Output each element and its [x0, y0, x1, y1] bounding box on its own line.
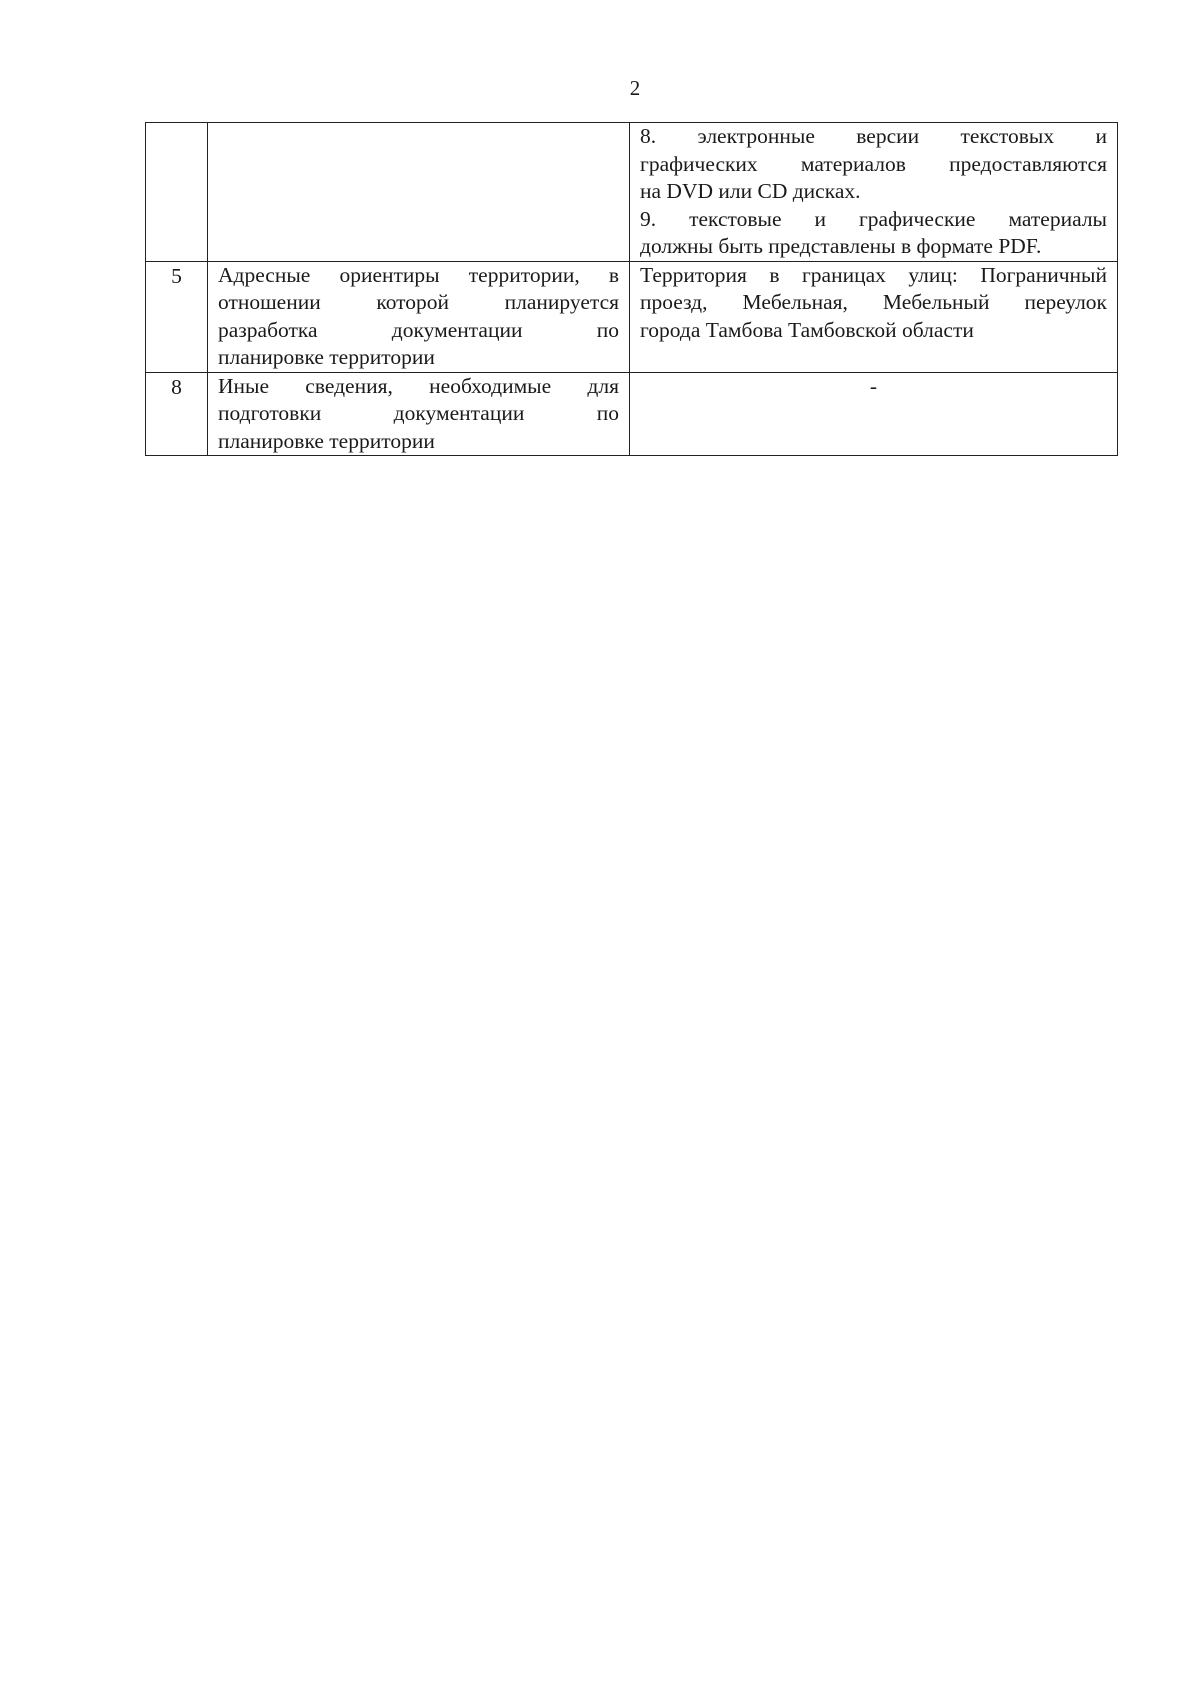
value-line: -	[869, 373, 878, 398]
row-number-cell	[146, 123, 208, 262]
row-value-cell	[630, 123, 1118, 262]
requirements-table	[145, 122, 1118, 456]
row-name-cell	[208, 123, 630, 262]
name-line: Иные сведения, необходимые для	[218, 373, 619, 398]
name-line: Адресные ориентиры территории, в	[218, 262, 619, 287]
name-line: разработка документации по	[218, 317, 619, 342]
row-name-cell	[208, 372, 630, 456]
value-line: графических материалов предоставляются	[640, 151, 1107, 176]
value-line: Территория в границах улиц: Пограничный	[640, 262, 1107, 287]
value-line: на DVD или CD дисках.	[640, 179, 861, 203]
table-row	[146, 372, 1118, 456]
table-row	[146, 123, 1118, 262]
row-value-cell	[630, 372, 1118, 456]
page-number: 2	[629, 76, 641, 100]
value-line: города Тамбова Тамбовской области	[640, 317, 974, 342]
name-line: планировке территории	[218, 428, 435, 453]
name-line: подготовки документации по	[218, 401, 619, 425]
value-line: 8. электронные версии текстовых и	[640, 124, 1107, 148]
value-line: проезд, Мебельная, Мебельный переулок	[640, 290, 1107, 314]
value-line: 9. текстовые и графические материалы	[640, 206, 1107, 231]
name-line: отношении которой планируется	[218, 290, 619, 314]
row-name-cell	[208, 261, 630, 372]
row-number-cell: 5	[146, 261, 208, 372]
row-value-cell	[630, 261, 1118, 372]
value-line: должны быть представлены в формате PDF.	[640, 234, 1042, 258]
row-number-cell: 8	[146, 372, 208, 456]
name-line: планировке территории	[218, 345, 435, 369]
table-row	[146, 261, 1118, 372]
